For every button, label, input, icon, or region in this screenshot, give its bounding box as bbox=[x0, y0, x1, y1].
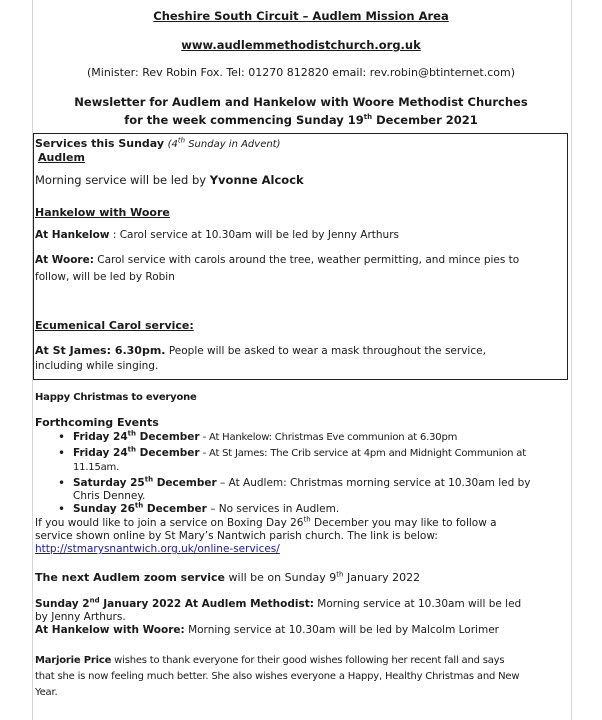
event-item: Friday 24th December - At Hankelow: Christmas Eve communion at 6.30pm bbox=[73, 429, 458, 443]
jan2-audlem-line1: Sunday 2nd January 2022 At Audlem Methodist: Morning service at 10.30am will be led bbox=[35, 596, 522, 610]
hankelow-heading: Hankelow with Woore bbox=[35, 206, 170, 219]
event-item-continued: Chris Denney. bbox=[73, 490, 146, 502]
woore-service-line2: follow, will be led by Robin bbox=[35, 271, 175, 283]
bullet-icon: • bbox=[58, 430, 66, 444]
event-item-continued: 11.15am. bbox=[73, 462, 120, 473]
ecumenical-heading: Ecumenical Carol service: bbox=[35, 319, 194, 332]
audlem-service: Morning service will be led by Yvonne Alcock bbox=[35, 173, 304, 187]
stmarys-link[interactable]: http://stmarysnantwich.org.uk/online-services/ bbox=[35, 543, 280, 555]
circuit-title: Cheshire South Circuit – Audlem Mission Area bbox=[153, 9, 449, 23]
stjames-line2: including while singing. bbox=[35, 360, 159, 372]
services-title: Services this Sunday (4th Sunday in Advent) bbox=[35, 136, 281, 150]
hankelow-service: At Hankelow : Carol service at 10.30am will be led by Jenny Arthurs bbox=[35, 229, 399, 241]
event-item: Saturday 25th December – At Audlem: Christmas morning service at 10.30am led by bbox=[73, 475, 531, 489]
event-item: Friday 24th December - At St James: The Crib service at 4pm and Midnight Communion at bbox=[73, 445, 526, 459]
jan2-audlem-line2: by Jenny Arthurs. bbox=[35, 611, 126, 623]
bullet-icon: • bbox=[58, 502, 66, 516]
jan2-hankelow: At Hankelow with Woore: Morning service at 10.30am will be led by Malcolm Lorimer bbox=[35, 624, 499, 636]
boxing-day-line2: service shown online by St Mary’s Nantwich parish church. The link is below: bbox=[35, 530, 438, 542]
website-link[interactable]: www.audlemmethodistchurch.org.uk bbox=[181, 38, 421, 52]
newsletter-title-line2: for the week commencing Sunday 19th December 2021 bbox=[124, 113, 478, 127]
woore-service-line1: At Woore: Carol service with carols around the tree, weather permitting, and mince pies to bbox=[35, 254, 520, 266]
bullet-icon: • bbox=[58, 476, 66, 490]
minister-info: (Minister: Rev Robin Fox. Tel: 01270 812820 email: rev.robin@btinternet.com) bbox=[86, 66, 516, 79]
stjames-line1: At St James: 6.30pm. People will be asked to wear a mask throughout the service, bbox=[35, 344, 486, 357]
marjorie-line2: that she is now feeling much better. She also wishes everyone a Happy, Healthy Christmas and New bbox=[35, 671, 520, 682]
audlem-heading: Audlem bbox=[38, 151, 85, 164]
bullet-icon: • bbox=[58, 446, 66, 460]
zoom-service: The next Audlem zoom service will be on Sunday 9th January 2022 bbox=[35, 570, 421, 584]
event-item: Sunday 26th December – No services in Audlem. bbox=[73, 501, 340, 515]
events-heading: Forthcoming Events bbox=[35, 416, 159, 429]
marjorie-line3: Year. bbox=[35, 687, 58, 698]
boxing-day-line1: If you would like to join a service on Boxing Day 26th December you may like to follow a bbox=[35, 515, 497, 529]
happy-christmas: Happy Christmas to everyone bbox=[35, 392, 197, 403]
marjorie-line1: Marjorie Price wishes to thank everyone for their good wishes following her recent fall and says bbox=[35, 655, 505, 666]
newsletter-title-line1: Newsletter for Audlem and Hankelow with Woore Methodist Churches bbox=[74, 95, 528, 109]
